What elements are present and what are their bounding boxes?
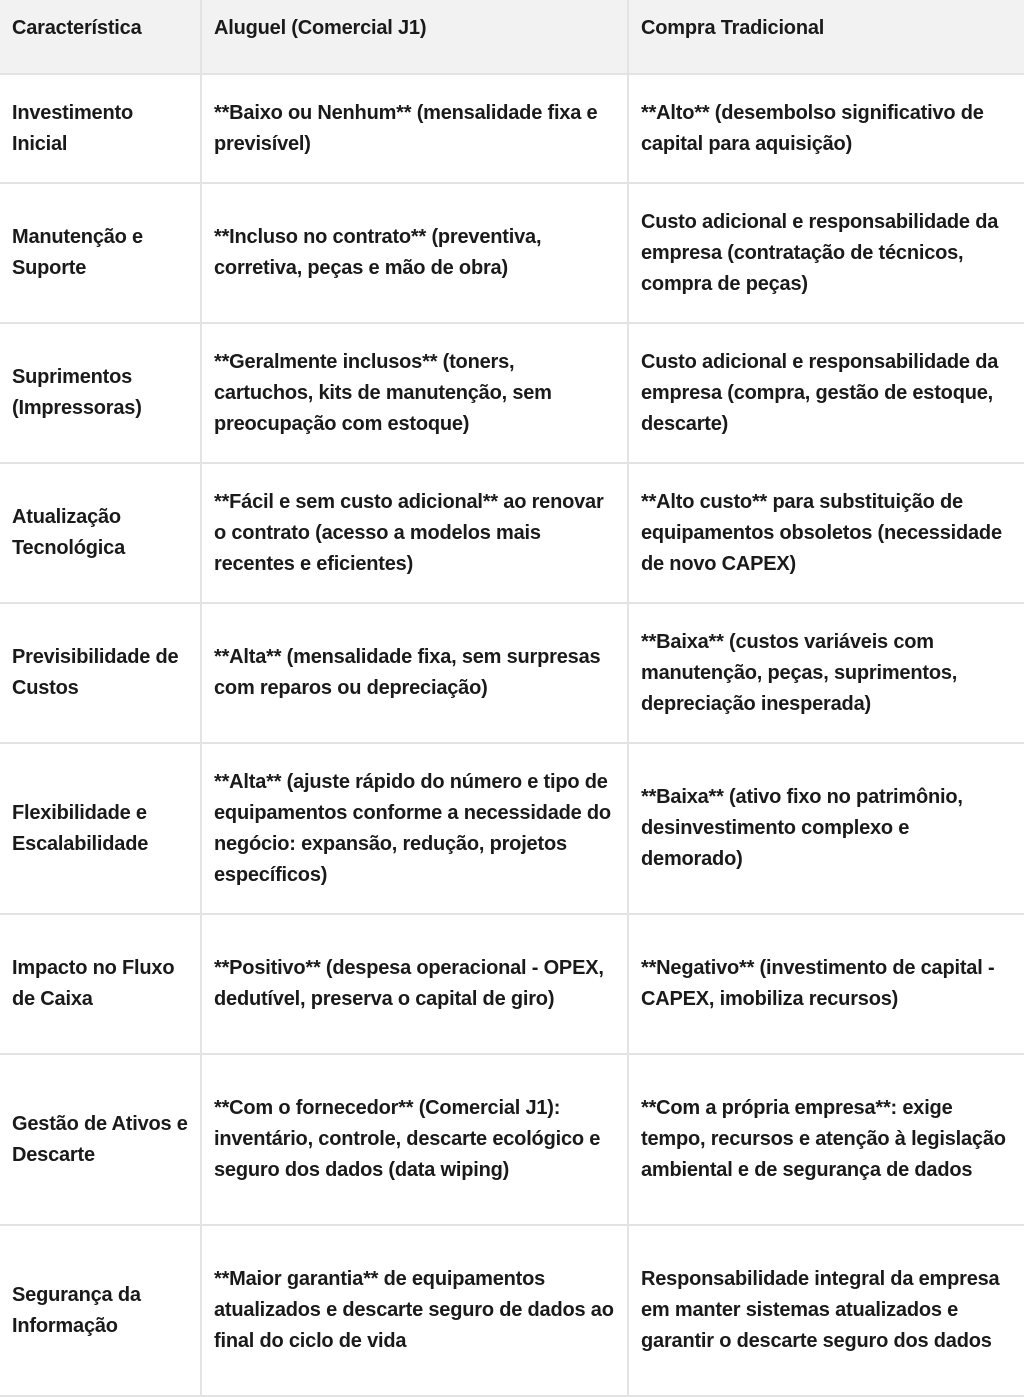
header-feature: Característica	[0, 0, 201, 74]
purchase-cell: **Baixa** (custos variáveis com manutenção, peças, suprimentos, depreciação inesperada)	[628, 603, 1024, 743]
feature-cell: Impacto no Fluxo de Caixa	[0, 914, 201, 1054]
feature-cell: Flexibilidade e Escalabilidade	[0, 743, 201, 914]
rental-cell: **Incluso no contrato** (preventiva, corretiva, peças e mão de obra)	[201, 183, 628, 323]
purchase-cell: Responsabilidade integral da empresa em manter sistemas atualizados e garantir o descarte seguro dos dados	[628, 1225, 1024, 1396]
feature-cell: Previsibilidade de Custos	[0, 603, 201, 743]
table-row	[0, 74, 1024, 183]
table-header-row	[0, 0, 1024, 74]
purchase-cell: **Negativo** (investimento de capital - CAPEX, imobiliza recursos)	[628, 914, 1024, 1054]
table-row	[0, 1054, 1024, 1225]
feature-cell: Manutenção e Suporte	[0, 183, 201, 323]
purchase-cell: **Alto custo** para substituição de equipamentos obsoletos (necessidade de novo CAPEX)	[628, 463, 1024, 603]
table-row	[0, 914, 1024, 1054]
rental-cell: **Geralmente inclusos** (toners, cartuchos, kits de manutenção, sem preocupação com estoque)	[201, 323, 628, 463]
feature-cell: Segurança da Informação	[0, 1225, 201, 1396]
table-row	[0, 743, 1024, 914]
purchase-cell: Custo adicional e responsabilidade da empresa (compra, gestão de estoque, descarte)	[628, 323, 1024, 463]
table-row	[0, 323, 1024, 463]
table-row	[0, 183, 1024, 323]
feature-cell: Atualização Tecnológica	[0, 463, 201, 603]
purchase-cell: **Baixa** (ativo fixo no patrimônio, desinvestimento complexo e demorado)	[628, 743, 1024, 914]
feature-cell: Investimento Inicial	[0, 74, 201, 183]
header-purchase: Compra Tradicional	[628, 0, 1024, 74]
table-row	[0, 1225, 1024, 1396]
header-rental: Aluguel (Comercial J1)	[201, 0, 628, 74]
purchase-cell: **Com a própria empresa**: exige tempo, recursos e atenção à legislação ambiental e de segurança de dados	[628, 1054, 1024, 1225]
rental-cell: **Fácil e sem custo adicional** ao renovar o contrato (acesso a modelos mais recentes e eficientes)	[201, 463, 628, 603]
purchase-cell: Custo adicional e responsabilidade da empresa (contratação de técnicos, compra de peças)	[628, 183, 1024, 323]
table-row	[0, 603, 1024, 743]
rental-cell: **Maior garantia** de equipamentos atualizados e descarte seguro de dados ao final do ciclo de vida	[201, 1225, 628, 1396]
rental-cell: **Alta** (mensalidade fixa, sem surpresas com reparos ou depreciação)	[201, 603, 628, 743]
rental-cell: **Baixo ou Nenhum** (mensalidade fixa e previsível)	[201, 74, 628, 183]
purchase-cell: **Alto** (desembolso significativo de capital para aquisição)	[628, 74, 1024, 183]
rental-cell: **Com o fornecedor** (Comercial J1): inventário, controle, descarte ecológico e seguro dos dados (data wiping)	[201, 1054, 628, 1225]
feature-cell: Suprimentos (Impressoras)	[0, 323, 201, 463]
rental-cell: **Alta** (ajuste rápido do número e tipo de equipamentos conforme a necessidade do negócio: expansão, redução, projetos específicos)	[201, 743, 628, 914]
table-row	[0, 463, 1024, 603]
feature-cell: Gestão de Ativos e Descarte	[0, 1054, 201, 1225]
rental-cell: **Positivo** (despesa operacional - OPEX, dedutível, preserva o capital de giro)	[201, 914, 628, 1054]
